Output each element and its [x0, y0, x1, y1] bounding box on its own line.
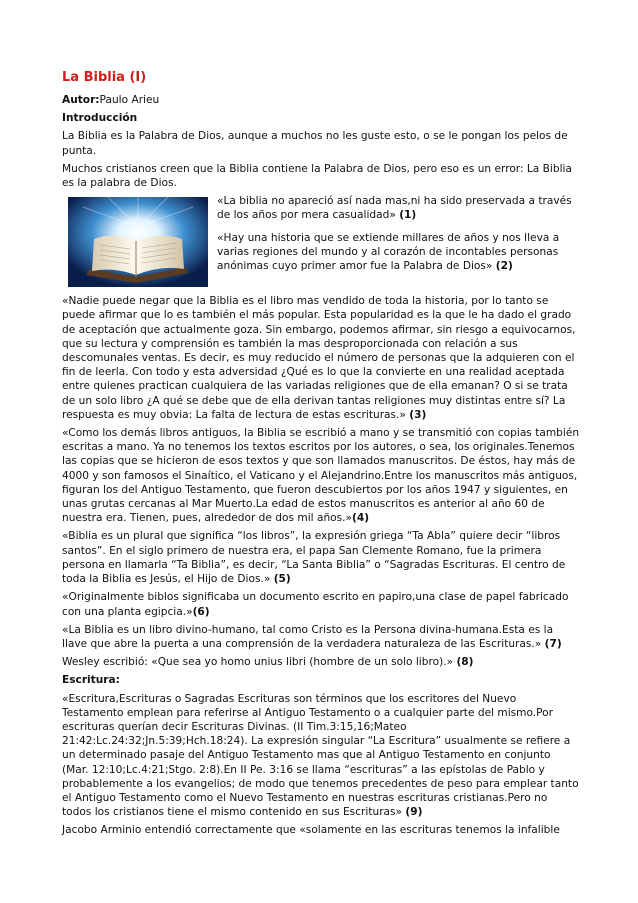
quote-9-ref: (9) [405, 806, 423, 819]
quote-3 [62, 294, 580, 422]
quote-4-text: «Como los demás libros antiguos, la Biblia se escribió a mano y se transmitió con copias también escritas a mano. Ya no tenemos los textos escritos por los autores, o sea, los originales.Tenemos las copias que se hicieron de esos textos y que son llamados manuscritos. De éstos, hay más de 4000 y son famosos el Sinaítico, el Vaticano y el Alejandrino.Entre los manuscritos más antiguos, figuran los del Antiguo Testamento, que fueron descubiertos por los años 1947 y siguientes, en unas grutas cercanas al Mar Muerto.La edad de estos manuscritos es anterior al año 60 de nuestra era. Tienen, pues, alrededor de dos mil años.» [62, 427, 580, 525]
quote-8-ref: (8) [456, 656, 474, 669]
quote-4 [62, 426, 580, 525]
quote-8 [62, 655, 580, 669]
document-title: La Biblia (I) [62, 70, 147, 85]
quote-2-ref: (2) [495, 260, 513, 273]
author-line [62, 93, 580, 107]
quote-4-ref: (4) [352, 512, 370, 525]
quote-1-text: «La biblia no apareció así nada mas,ni ha sido preservada a través de los años por mera casualidad» [217, 195, 572, 222]
quote-3-ref: (3) [409, 408, 427, 421]
quote-6 [62, 590, 580, 618]
intro-heading: Introducción [62, 112, 138, 125]
quote-8-text: Wesley escribió: «Que sea yo homo unius libri (hombre de un solo libro).» [62, 656, 457, 669]
quote-2-text: «Hay una historia que se extiende millares de años y nos lleva a varias regiones del mundo y al corazón de incontables personas anónimas cuyo primer amor fue la Palabra de Dios» [217, 231, 560, 273]
quote-3-text: «Nadie puede negar que la Biblia es el libro mas vendido de toda la historia, por lo tanto se puede afirmar que lo es también el más popular. Esta popularidad es la que le ha dado el grado de aceptación que actualmente goza. Sin embargo, podemos afirmar, sin riesgo a equivocarnos, que su lectura y comprensión es también la mas desproporcionada con relación a sus descomunales ventas. Es decir, es muy reducido el número de personas que la adquieren con el fin de leerla. Con todo y esta adversidad ¿Qué es lo que la convierte en una realidad aceptada entre quienes practican cualquiera de las variadas religiones que de ella emanan? O si se trata de un solo libro ¿A qué se debe que de ella derivan tantas religiones muy distintas entre sí? La respuesta es muy obvia: La falta de lectura de estas escrituras.» [62, 295, 576, 421]
quote-7-ref: (7) [544, 637, 562, 650]
intro-paragraph-2: Muchos cristianos creen que la Biblia contiene la Palabra de Dios, pero eso es un error: La Biblia es la palabra de Dios. [62, 162, 572, 190]
quote-6-text: «Originalmente biblos significaba un documento escrito en papiro,una clase de papel fabricado con una planta egipcia.» [62, 591, 569, 618]
escritura-heading: Escritura: [62, 674, 120, 687]
author-name: Paulo Arieu [99, 94, 160, 106]
last-paragraph: Jacobo Arminio entendió correctamente que «solamente en las escrituras tenemos la infalible [62, 824, 560, 837]
quote-9 [62, 692, 580, 820]
quote-6-ref: (6) [192, 605, 210, 618]
quote-5-ref: (5) [273, 573, 291, 586]
open-bible-illustration [68, 197, 208, 287]
quote-5-text: «Biblia es un plural que significa “los libros”, la expresión griega “Ta Abla” quiere decir “libros santos”. En el siglo primero de nuestra era, el papa San Clemente Romano, fue la primera persona en llamarla “Ta Biblia”, es decir, “La Santa Biblia” o “Sagradas Escrituras. El centro de toda la Biblia es Jesús, el Hijo de Dios.» [62, 530, 566, 586]
intro-paragraph-1: La Biblia es la Palabra de Dios, aunque a muchos no les guste esto, o se le pongan los pelos de punta. [62, 130, 568, 157]
document-page [62, 70, 580, 842]
quote-1-ref: (1) [399, 209, 417, 222]
quote-9-text: «Escritura,Escrituras o Sagradas Escrituras son términos que los escritores del Nuevo Testamento emplean para referirse al Antiguo Testamento o a cualquier parte del mismo.Por escrituras querían decir Escrituras Divinas. (II Tim.3:15,16;Mateo 21:42:Lc.24:32;Jn.5:39;Hch.18:24). La expresión singular “La Escritura” usualmente se refiere a un determinado pasaje del Antiguo Testamento mas que al Antiguo Testamento en conjunto (Mar. 12:10;Lc.4:21;Stgo. 2:8).En II Pe. 3:16 se llama “escrituras” a las epístolas de Pablo y probablemente a los evangelios; de modo que tenemos precedentes de peso para emplear tanto el Antiguo Testamento como el Nuevo Testamento en nuestras escrituras cristianas.Pero no todos los cristianos tiene el mismo contenido en sus Escrituras» [62, 692, 579, 819]
author-label: Autor: [62, 94, 100, 106]
quote-7 [62, 623, 580, 651]
quote-7-text: «La Biblia es un libro divino-humano, tal como Cristo es la Persona divina-humana.Esta es la llave que abre la puerta a una comprensión de la verdadera naturaleza de las Escrituras.» [62, 623, 554, 650]
quote-5 [62, 529, 580, 586]
